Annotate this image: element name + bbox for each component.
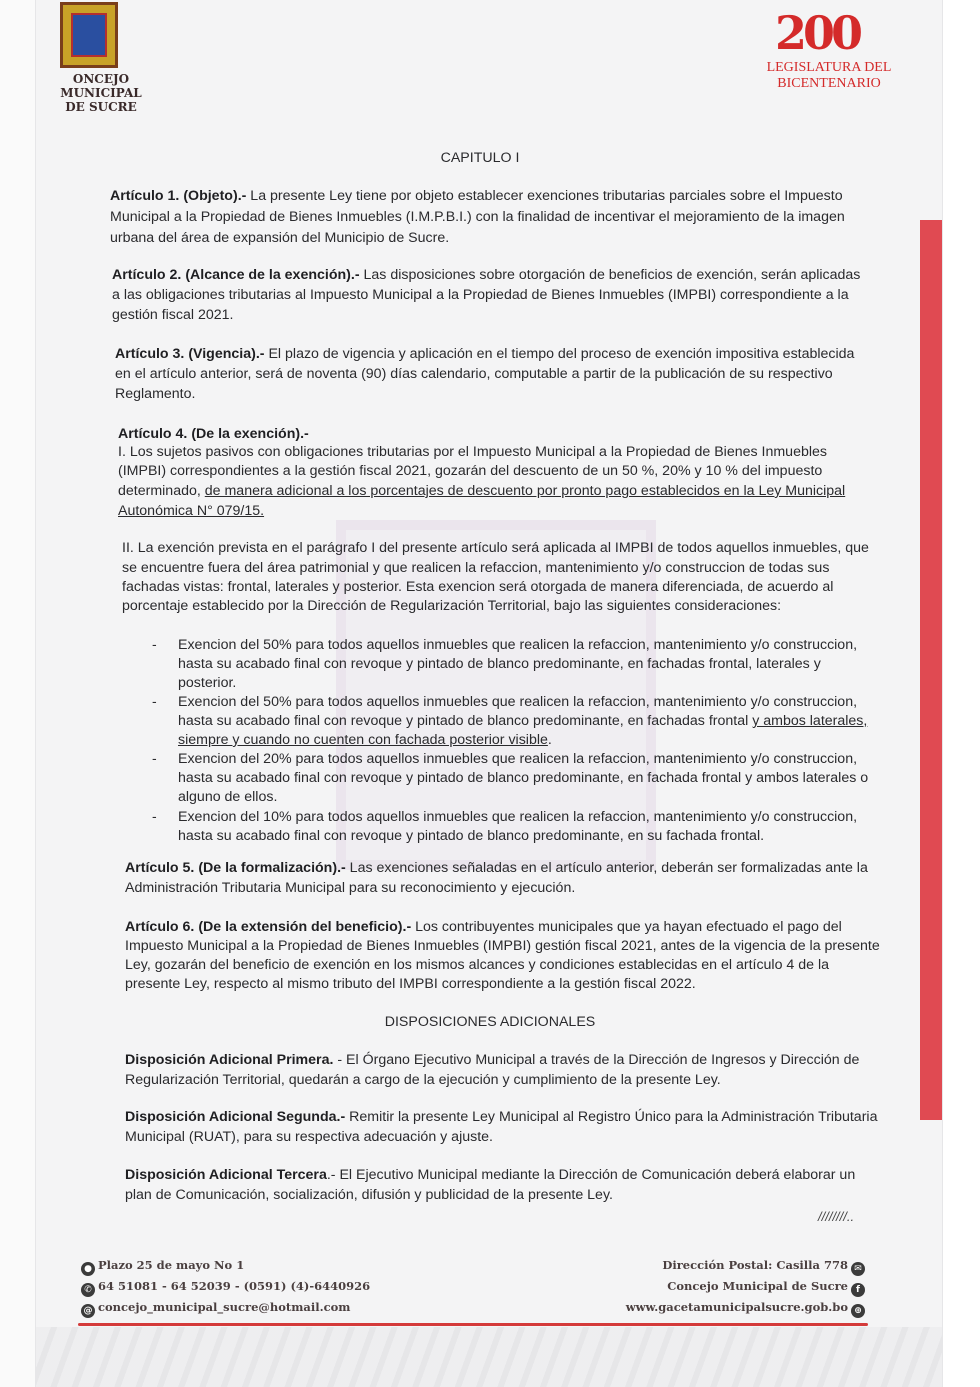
article-2-line-3: gestión fiscal 2021.	[112, 307, 234, 323]
article-3-line-3: Reglamento.	[115, 386, 196, 402]
article-4-p1-line-3	[118, 481, 845, 501]
article-4-title	[118, 424, 309, 444]
article-2-line-2: a las obligaciones tributarias al Impuesto Municipal a la Propiedad de Bienes Inmuebles (IMPBI) correspondiente a la	[112, 287, 849, 303]
chapter-title: CAPITULO I	[440, 150, 520, 166]
decorative-bottom-band	[36, 1327, 942, 1387]
article-1-line-1	[110, 186, 843, 206]
bullet-dash: -	[152, 693, 157, 709]
decorative-red-bar	[920, 220, 942, 1120]
article-3-line-2: en el artículo anterior, será de noventa (90) días calendario, computable a partir de la publicación de su respectivo	[115, 366, 833, 382]
council-name-line2: DE SUCRE	[65, 100, 137, 114]
disposition-3-text: .- El Ejecutivo Municipal mediante la Dirección de Comunicación deberá elaborar un	[326, 1167, 856, 1183]
bullet-2-underlined-2: siempre y cuando no cuenten con fachada posterior visible	[178, 732, 548, 748]
bullet-3-line-2: hasta su acabado final con revoque y pintado de blanco predominante, en fachada frontal y ambos laterales o	[178, 770, 869, 786]
footer-facebook[interactable]	[620, 1276, 868, 1297]
bullet-dash: -	[152, 636, 157, 652]
article-4-p1-line-4: Autonómica N° 079/15.	[118, 503, 265, 519]
article-6-line-3: Ley, gozarán del beneficio de exención en los mismos alcances y condiciones establecidas en el artículo 4 de la	[125, 957, 830, 973]
article-4-p1-line-1: I. Los sujetos pasivos con obligaciones tributarias por el Impuesto Municipal a la Propiedad de Bienes Inmuebles	[118, 444, 827, 460]
bullet-1-line-1: Exencion del 50% para todos aquellos inmuebles que realicen la refaccion, mantenimiento y/o construccion,	[178, 637, 858, 653]
disposition-2-title: Disposición Adicional Segunda.-	[125, 1109, 346, 1125]
bicentennial-logo	[775, 8, 885, 64]
footer-contact-right	[620, 1255, 868, 1318]
disposition-1-line-2: Regularización Territorial, quedarán a cargo de la ejecución y cumplimiento de la presente Ley.	[125, 1072, 721, 1088]
article-4-p2-line-2: se encuentre fuera del área patrimonial y que realicen la refaccion, mantenimiento y/o construccion de todas sus	[122, 560, 830, 576]
article-5-text: Las exenciones señaladas en el artículo anterior, deberán ser formalizadas ante la	[345, 860, 868, 876]
article-3-line-1	[115, 344, 854, 364]
bullet-2-period: .	[547, 732, 552, 748]
disposition-2-line-2: Municipal (RUAT), para su respectiva adecuación y ajuste.	[125, 1129, 493, 1145]
page-left-margin	[0, 0, 36, 1387]
article-2-title: Artículo 2. (Alcance de la exención).-	[112, 267, 360, 283]
article-4-p1-underlined: de manera adicional a los porcentajes de descuento por pronto pago establecidos en la Ley Municipal	[204, 483, 846, 499]
article-1-line-3: urbana del área de expansión del Municipio de Sucre.	[110, 230, 450, 246]
footer-phones	[78, 1276, 370, 1297]
footer-address-text: Plazo 25 de mayo No 1	[98, 1258, 245, 1272]
bullet-2-line-3	[178, 730, 552, 750]
footer-website[interactable]	[620, 1297, 868, 1318]
article-2-text: Las disposiciones sobre otorgación de beneficios de exención, serán aplicadas	[359, 267, 861, 283]
bullet-1-line-3: posterior.	[178, 675, 237, 691]
article-6-title: Artículo 6. (De la extensión del beneficio).-	[125, 919, 412, 935]
footer-facebook-link[interactable]: Concejo Municipal de Sucre	[667, 1279, 848, 1293]
footer-postal	[620, 1255, 868, 1276]
article-5-title: Artículo 5. (De la formalización).-	[125, 860, 346, 876]
bullet-3-line-3: alguno de ellos.	[178, 789, 278, 805]
bullet-2-line-2	[178, 711, 867, 731]
article-6-line-1	[125, 917, 842, 937]
footer-phones-text: 64 51081 - 64 52039 - (0591) (4)-6440926	[98, 1279, 371, 1293]
mail-icon: ✉	[851, 1262, 865, 1276]
article-3-text: El plazo de vigencia y aplicación en el tiempo del proceso de exención impositiva establecida	[264, 346, 855, 362]
bullet-2-line-2a: hasta su acabado final con revoque y pintado de blanco predominante, en fachadas frontal	[178, 713, 753, 729]
disposition-3-line-2: plan de Comunicación, socialización, difusión y publicidad de la presente Ley.	[125, 1187, 613, 1203]
council-seal-logo	[60, 2, 118, 68]
facebook-icon: f	[851, 1283, 865, 1297]
article-1-title: Artículo 1. (Objeto).-	[110, 188, 247, 204]
footer-postal-text: Dirección Postal: Casilla 778	[662, 1258, 848, 1272]
article-4-title-text: Artículo 4. (De la exención).-	[118, 426, 309, 442]
location-pin-icon: ●	[81, 1262, 95, 1276]
globe-icon: ⊕	[851, 1304, 865, 1318]
article-6-line-4: presente Ley, respecto al mismo tributo del IMPBI correspondiente a la gestión fiscal 2022.	[125, 976, 696, 992]
phone-icon: ✆	[81, 1283, 95, 1297]
bullet-4-line-2: hasta su acabado final con revoque y pintado de blanco predominante, en su fachada frontal.	[178, 828, 765, 844]
footer-email-link[interactable]: concejo_municipal_sucre@hotmail.com	[98, 1300, 351, 1314]
additional-section-title: DISPOSICIONES ADICIONALES	[384, 1014, 596, 1030]
council-name	[36, 72, 166, 114]
article-1-line-2: Municipal a la Propiedad de Bienes Inmuebles (I.M.P.B.I.) con la finalidad de incentivar el mejoramiento de la imagen	[110, 209, 845, 225]
article-4-p1-line-3a: determinado,	[118, 483, 205, 499]
footer-address	[78, 1255, 370, 1276]
article-2-line-1	[112, 265, 860, 285]
bullet-3-line-1: Exencion del 20% para todos aquellos inmuebles que realicen la refaccion, mantenimiento y/o construccion,	[178, 751, 858, 767]
footer-contact-left	[78, 1255, 370, 1318]
bullet-4-line-1: Exencion del 10% para todos aquellos inmuebles que realicen la refaccion, mantenimiento y/o construccion,	[178, 809, 858, 825]
article-5-line-2: Administración Tributaria Municipal para su reconocimiento y ejecución.	[125, 880, 576, 896]
bullet-1-line-2: hasta su acabado final con revoque y pintado de blanco predominante, en fachadas frontal, laterales y	[178, 656, 821, 672]
article-3-title: Artículo 3. (Vigencia).-	[115, 346, 265, 362]
bullet-2-underlined: y ambos laterales,	[752, 713, 868, 729]
disposition-2-line-1	[125, 1107, 877, 1127]
bullet-dash: -	[152, 808, 157, 824]
disposition-3-title: Disposición Adicional Tercera	[125, 1167, 327, 1183]
footer-email[interactable]	[78, 1297, 370, 1318]
article-6-text: Los contribuyentes municipales que ya hayan efectuado el pago del	[411, 919, 842, 935]
article-6-line-2: Impuesto Municipal a la Propiedad de Bienes Inmuebles (IMPBI) gestión fiscal 2021, antes de la vigencia de la presente	[125, 938, 880, 954]
council-name-line1: ONCEJO MUNICIPAL	[60, 72, 142, 100]
footer-website-link[interactable]: www.gacetamunicipalsucre.gob.bo	[625, 1300, 848, 1314]
bicentennial-label-line2: BICENTENARIO	[777, 76, 881, 91]
continuation-mark: ////////..	[818, 1209, 855, 1224]
bullet-2-line-1: Exencion del 50% para todos aquellos inmuebles que realicen la refaccion, mantenimiento y/o construccion,	[178, 694, 858, 710]
article-4-p2-line-1: II. La exención prevista en el parágrafo I del presente artículo será aplicada al IMPBI de todos aquellos inmuebles, que	[122, 540, 869, 556]
bullet-dash: -	[152, 750, 157, 766]
footer-divider	[78, 1323, 868, 1326]
disposition-1-text: - El Órgano Ejecutivo Municipal a través de la Dirección de Ingresos y Dirección de	[333, 1052, 860, 1068]
bicentennial-number: 200	[775, 6, 860, 60]
disposition-1-line-1	[125, 1050, 859, 1070]
article-5-line-1	[125, 858, 868, 878]
disposition-1-title: Disposición Adicional Primera.	[125, 1052, 334, 1068]
bicentennial-label	[764, 60, 894, 92]
email-icon: @	[81, 1304, 95, 1318]
article-4-p1-line-2: (IMPBI) correspondientes a la gestión fiscal 2021, gozarán del descuento de un 50 %, 20% y 10 % del impuesto	[118, 463, 823, 479]
disposition-2-text: Remitir la presente Ley Municipal al Registro Único para la Administración Tributaria	[345, 1109, 878, 1125]
disposition-3-line-1	[125, 1165, 855, 1185]
article-4-p2-line-4: porcentaje establecido por la Dirección de Regularización Territorial, bajo las siguientes consideraciones:	[122, 598, 782, 614]
bicentennial-label-line1: LEGISLATURA DEL	[766, 60, 892, 75]
article-4-p2-line-3: fachadas vistas: frontal, laterales y posterior. Esta exencion será otorgada de manera diferenciada, de acuerdo al	[122, 579, 834, 595]
article-1-text: La presente Ley tiene por objeto establecer exenciones tributarias parciales sobre el Impuesto	[246, 188, 843, 204]
